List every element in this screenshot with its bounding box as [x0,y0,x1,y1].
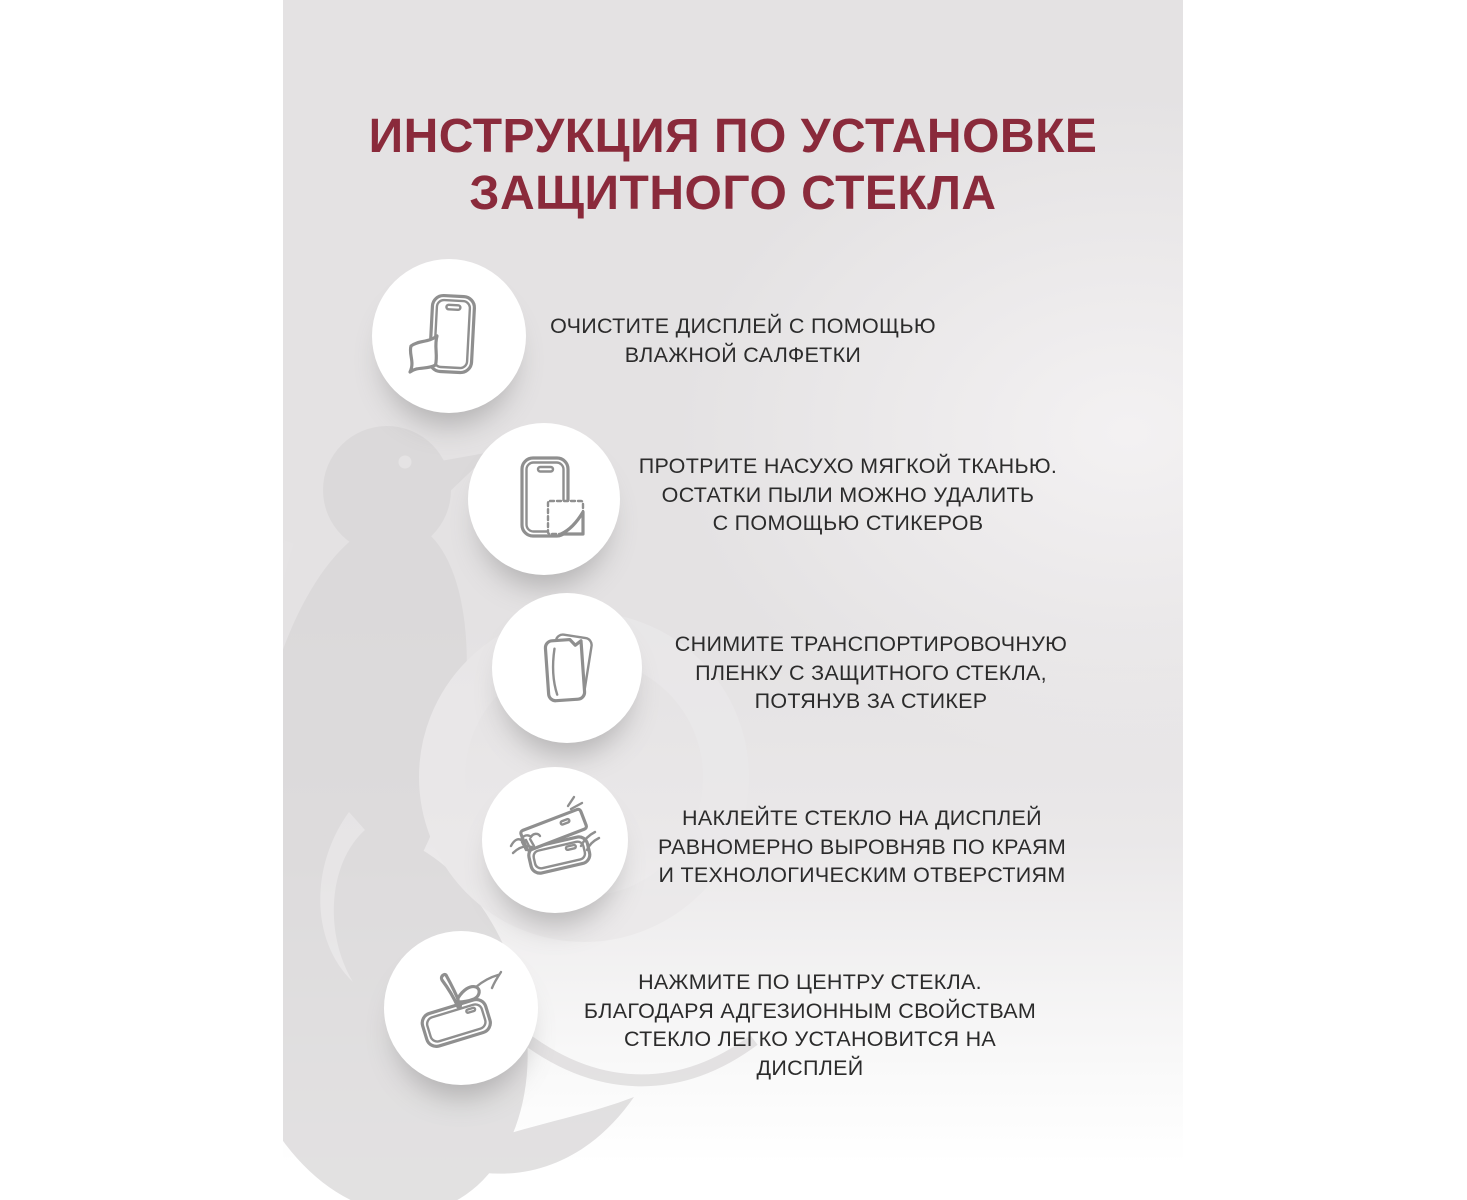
step-4-line-3: И ТЕХНОЛОГИЧЕСКИМ ОТВЕРСТИЯМ [658,863,1066,887]
step-4-line-1: НАКЛЕЙТЕ СТЕКЛО НА ДИСПЛЕЙ [682,806,1042,830]
page-title-line-2: ЗАЩИТНОГО СТЕКЛА [469,167,997,220]
step-5-icon-circle [384,931,538,1085]
step-4-icon-circle [482,767,628,913]
page-title [283,108,1183,222]
step-4-text [647,804,1077,890]
step-2-icon-circle [468,423,620,575]
step-5-line-3: СТЕКЛО ЛЕГКО УСТАНОВИТСЯ НА ДИСПЛЕЙ [623,1027,997,1080]
step-2-line-1: ПРОТРИТЕ НАСУХО МЯГКОЙ ТКАНЬЮ. [638,454,1058,478]
step-3-line-1: СНИМИТЕ ТРАНСПОРТИРОВОЧНУЮ [674,632,1068,656]
align-glass-icon [505,790,605,890]
step-3-line-3: ПОТЯНУВ ЗА СТИКЕР [754,689,988,713]
step-2-text [638,452,1058,538]
step-1-line-1: ОЧИСТИТЕ ДИСПЛЕЙ С ПОМОЩЬЮ [550,314,936,338]
step-5-text [570,968,1050,1082]
step-2-line-2: ОСТАТКИ ПЫЛИ МОЖНО УДАЛИТЬ [661,482,1035,507]
phone-wipe-icon [399,286,499,386]
step-1-line-2: ВЛАЖНОЙ САЛФЕТКИ [624,343,862,367]
step-5-line-2: БЛАГОДАРЯ АДГЕЗИОННЫМ СВОЙСТВАМ [583,998,1037,1023]
step-3-icon-circle [492,593,642,743]
page-title-line-1: ИНСТРУКЦИЯ ПО УСТАНОВКЕ [368,110,1098,163]
phone-sticker-icon [494,449,594,549]
step-4-line-2: РАВНОМЕРНО ВЫРОВНЯВ ПО КРАЯМ [657,834,1067,859]
step-3-text [661,630,1081,716]
film-peel-icon [517,618,617,718]
instruction-card [283,0,1183,1200]
press-center-icon [411,958,511,1058]
step-1-icon-circle [372,259,526,413]
step-1-text [543,312,943,370]
step-3-line-2: ПЛЕНКУ С ЗАЩИТНОГО СТЕКЛА, [695,660,1047,685]
step-5-line-1: НАЖМИТЕ ПО ЦЕНТРУ СТЕКЛА. [638,970,982,994]
step-2-line-3: С ПОМОЩЬЮ СТИКЕРОВ [712,511,984,535]
